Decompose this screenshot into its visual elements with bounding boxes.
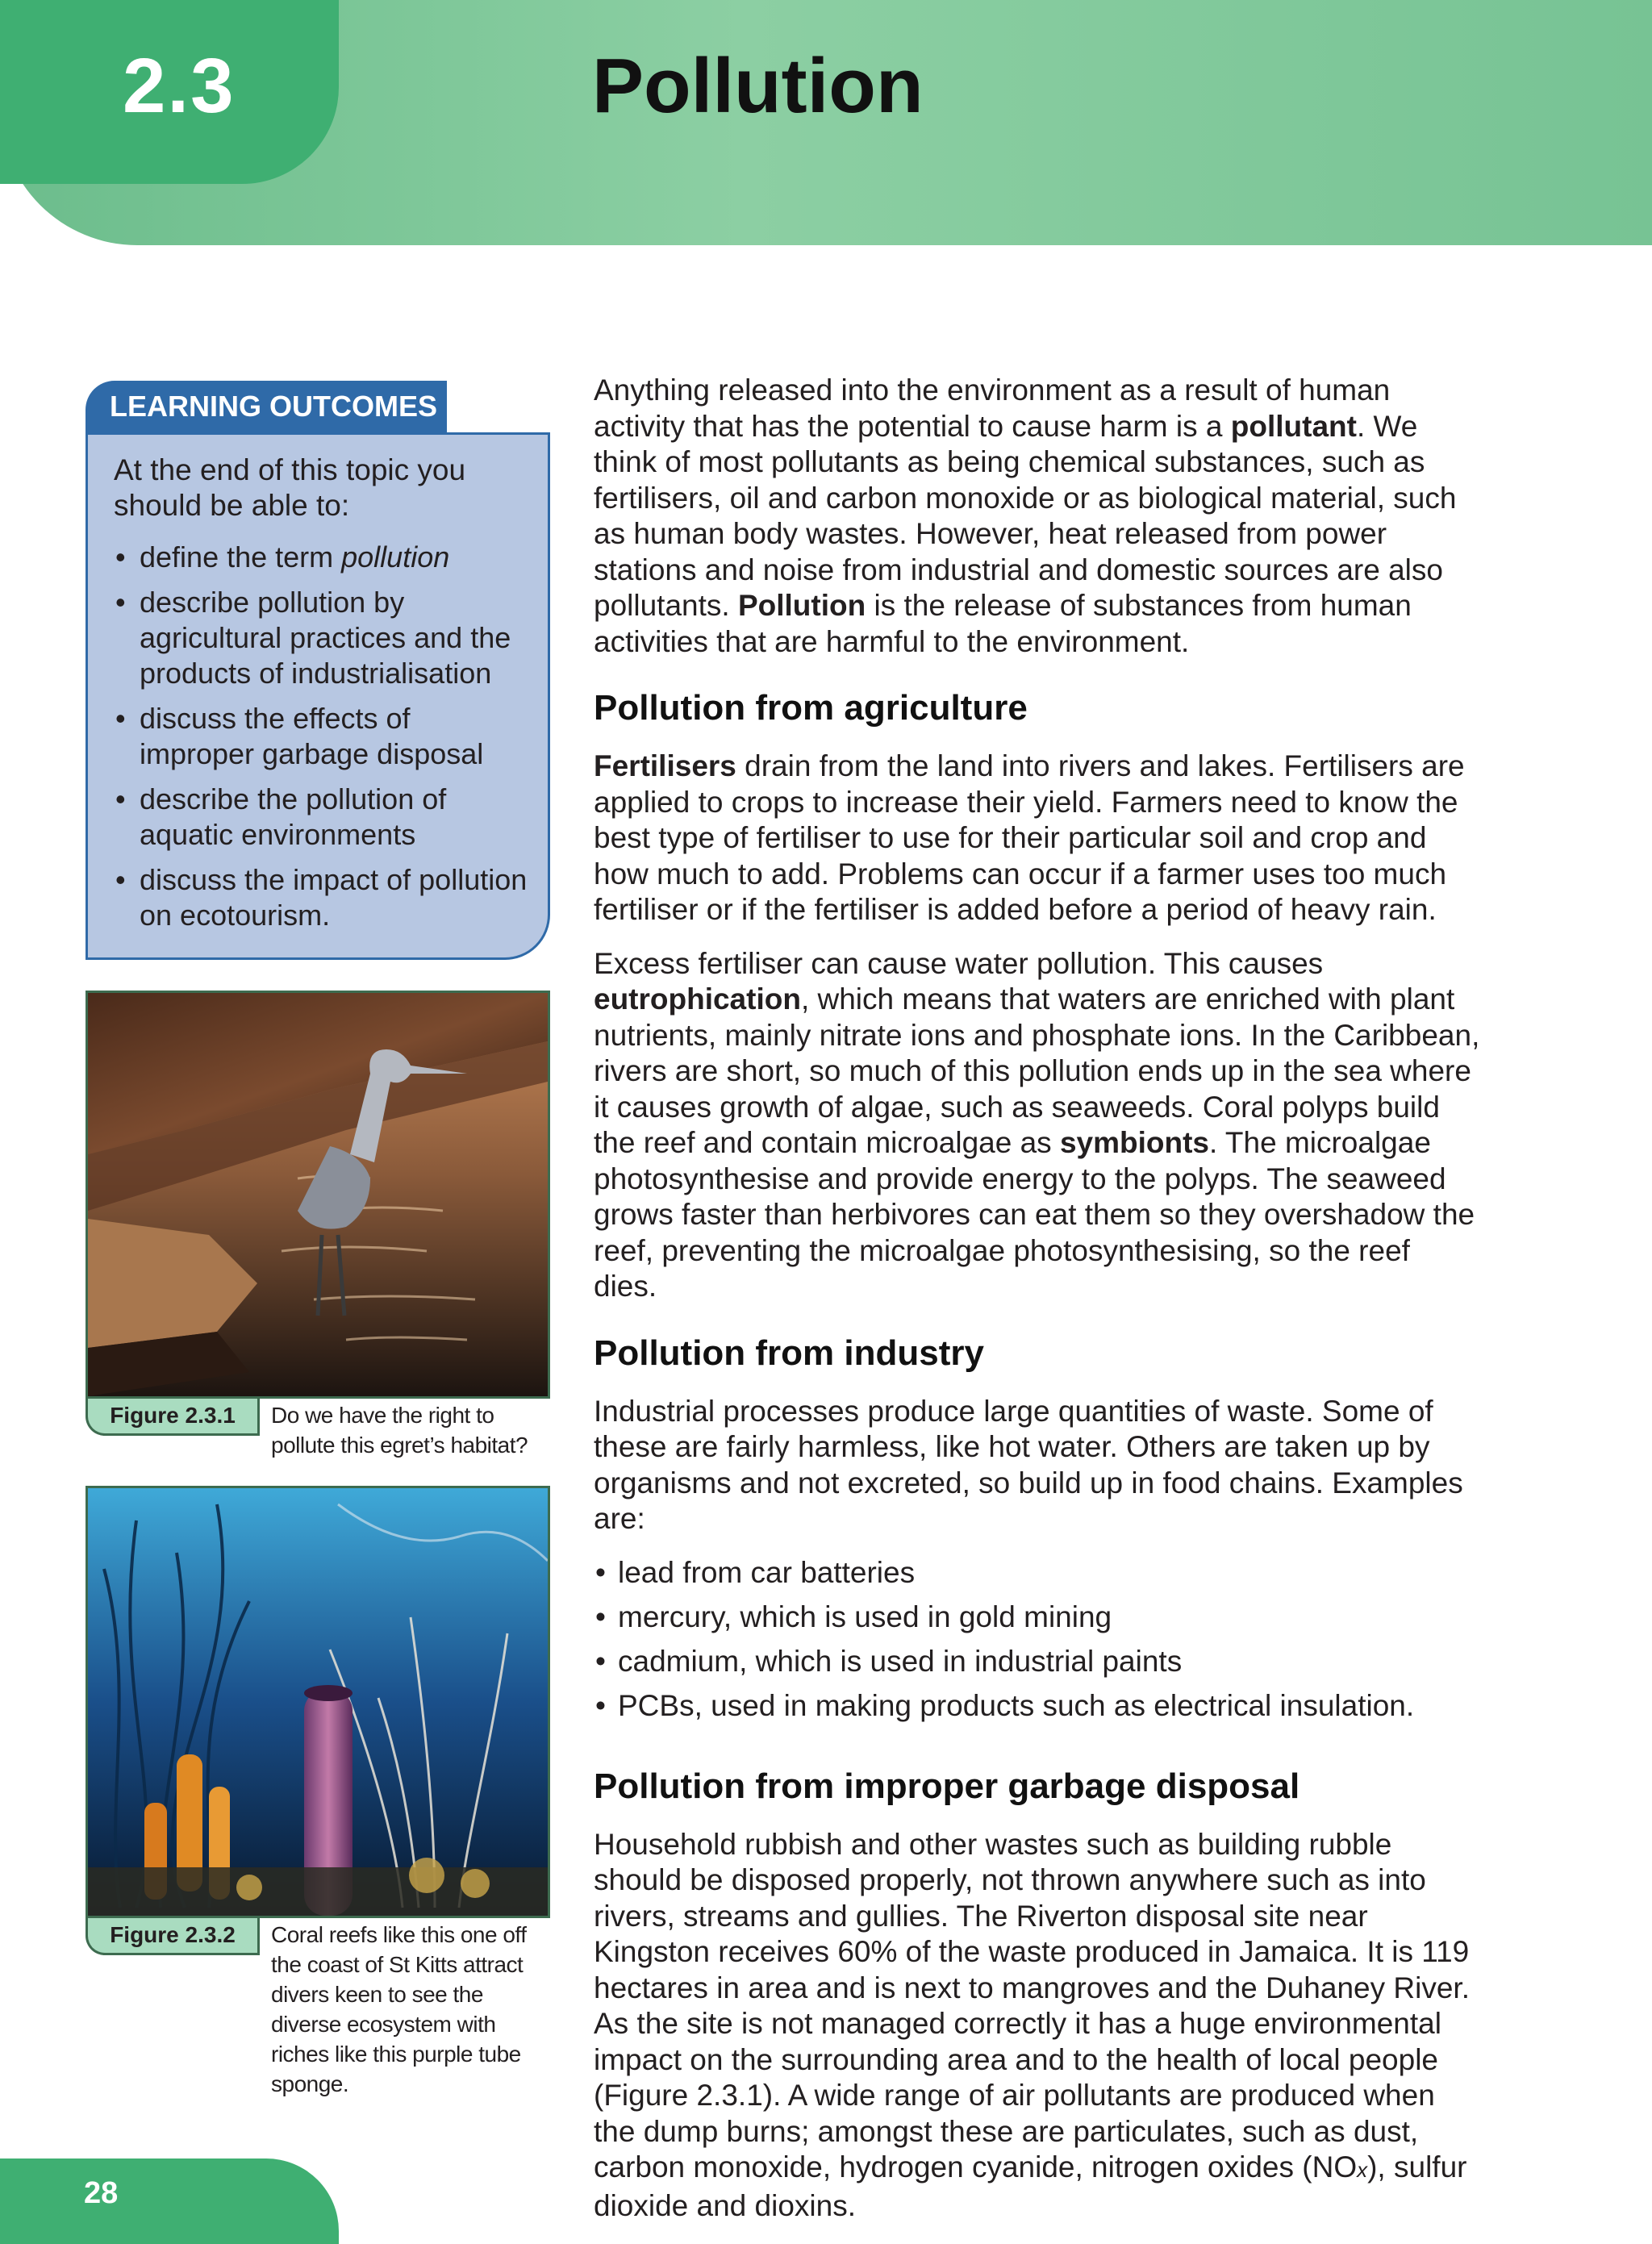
coral-reef-illustration [88, 1488, 548, 1916]
egret-photo [86, 991, 550, 1399]
section-heading-garbage: Pollution from improper garbage disposal [594, 1766, 1300, 1806]
learning-outcome-text: describe pollution by agricultural practices and the products of industrialisation [140, 586, 511, 690]
learning-outcomes-intro: At the end of this topic you should be able to: [114, 453, 466, 522]
learning-outcome-term: pollution [341, 540, 450, 574]
learning-outcome-text: discuss the impact of pollution on ecotourism. [140, 863, 528, 932]
key-term: Fertilisers [594, 749, 736, 782]
section-heading-agriculture: Pollution from agriculture [594, 688, 1028, 728]
egret-illustration [88, 993, 548, 1396]
learning-outcome-item [114, 585, 528, 691]
learning-outcome-text: discuss the effects of improper garbage disposal [140, 702, 484, 770]
learning-outcome-text: describe the pollution of aquatic environments [140, 782, 447, 851]
learning-outcome-item [114, 782, 528, 853]
garbage-paragraph [594, 1827, 1481, 2225]
body-text: ), sulfur dioxide and dioxins. [594, 2150, 1467, 2222]
learning-outcome-text: define the term [140, 540, 342, 574]
main-content [594, 373, 1481, 2242]
learning-outcome-item [114, 701, 528, 772]
body-text: , which means that waters are enriched with plant nutrients, mainly nitrate ions and phosphate ions. In the Caribbean, rivers are short, so much of this pollution ends up in the sea where it causes growth of algae, such as seaweeds. Coral polyps build the reef and contain microalgae as [594, 982, 1480, 1159]
intro-paragraph [594, 373, 1481, 660]
figure-caption: Do we have the right to pollute this egret’s habitat? [271, 1403, 528, 1458]
pollutant-examples-list [594, 1555, 1481, 1724]
subscript-x: x [1357, 2158, 1368, 2182]
learning-outcome-item [114, 862, 528, 933]
list-item: • PCBs, used in making products such as electrical insulation. [594, 1688, 1481, 1724]
list-item: • mercury, which is used in gold mining [594, 1600, 1481, 1635]
figure-caption: Coral reefs like this one off the coast of St Kitts attract divers keen to see the diverse ecosystem with riches like this purple tube sponge. [271, 1922, 527, 2096]
section-heading-industry: Pollution from industry [594, 1333, 984, 1373]
body-text: Anything released into the environment as a result of human activity that has the potential to cause harm is a [594, 373, 1391, 443]
coral-reef-photo [86, 1486, 550, 1918]
list-item: • cadmium, which is used in industrial paints [594, 1644, 1481, 1679]
agriculture-paragraph [594, 946, 1481, 1305]
key-term: Pollution [737, 589, 866, 622]
learning-outcomes-list [114, 540, 528, 933]
figure-label: Figure 2.3.1 [86, 1399, 260, 1436]
key-term: pollutant [1230, 409, 1357, 443]
body-text: Household rubbish and other wastes such as building rubble should be disposed properly, not thrown anywhere such as into rivers, streams and gullies. The Riverton disposal site near Kingston receives 60% of the waste produced in Jamaica. It is 119 hectares in area and is next to mangroves and the Duhaney River. As the site is not managed correctly it has a huge environmental impact on the surrounding area and to the health of local people (Figure 2.3.1). A wide range of air pollutants are produced when the dump burns; amongst these are particulates, such as dust, carbon monoxide, hydrogen cyanide, nitrogen oxides (NO [594, 1827, 1470, 2184]
body-text: is the release of substances from human activities that are harmful to the environment. [594, 589, 1412, 658]
section-number: 2.3 [123, 43, 236, 129]
industry-paragraph: Industrial processes produce large quantities of waste. Some of these are fairly harmless, like hot water. Others are taken up by organisms and not excreted, so build up in food chains. Examples are: [594, 1394, 1463, 1535]
body-text: . We think of most pollutants as being chemical substances, such as fertilisers, oil and carbon monoxide or as biological material, such as human body wastes. However, heat released from power stations and noise from industrial and domestic sources are also pollutants. [594, 409, 1457, 622]
body-text: . The microalgae photosynthesise and provide energy to the polyps. The seaweed grows faster than herbivores can eat them so they overshadow the reef, preventing the microalgae photosynthesising, so the reef dies. [594, 1126, 1475, 1303]
body-text: drain from the land into rivers and lakes. Fertilisers are applied to crops to increase their yield. Farmers need to know the best type of fertiliser to use for their particular soil and crop and how much to add. Problems can occur if a farmer uses too much fertiliser or if the fertiliser is added before a period of heavy rain. [594, 749, 1465, 926]
learning-outcome-item [114, 540, 528, 575]
key-term: eutrophication [594, 982, 801, 1016]
key-term: symbionts [1059, 1126, 1210, 1159]
page-title: Pollution [592, 43, 924, 129]
learning-outcomes-heading: LEARNING OUTCOMES [86, 381, 447, 432]
figure-label: Figure 2.3.2 [86, 1918, 260, 1955]
learning-outcomes-box [86, 432, 550, 960]
page-number: 28 [84, 2176, 119, 2210]
agriculture-paragraph [594, 749, 1481, 928]
body-text: Excess fertiliser can cause water pollution. This causes [594, 946, 1324, 980]
list-item: • lead from car batteries [594, 1555, 1481, 1591]
footer-band [0, 2158, 339, 2244]
